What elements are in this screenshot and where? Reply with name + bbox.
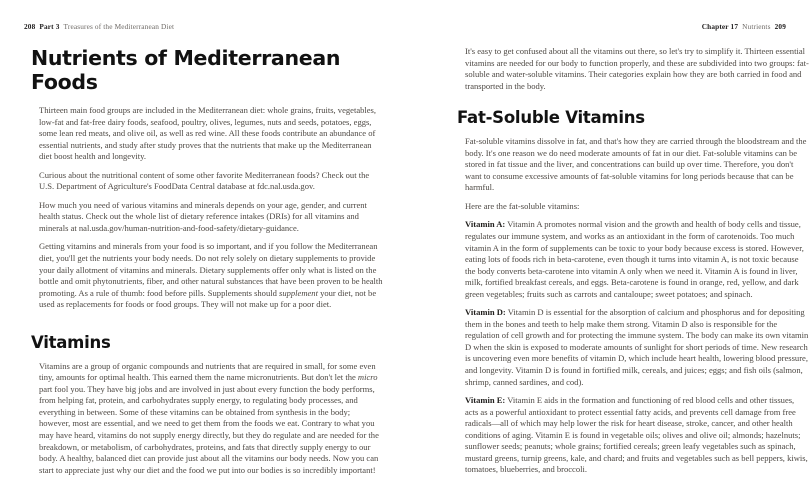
right-column: [457, 46, 809, 476]
paragraph-vitamin-a: [457, 219, 809, 300]
running-head-left: [24, 22, 174, 32]
paragraph-vitamin-d-text: Vitamin D is essential for the absorption of calcium and phosphorus and for depositing them in the bones and teeth to help make them strong. Vitamin D also is responsible for the regulation of cell growth and for protecting the immune system. The body can make its own vitamin D when the skin is exposed to moderate amounts of sunlight for short periods of time. New research is uncovering even more benefits of vitamin D, which include heart health, lowering blood pressure, and longevity. Vitamin D is found in fortified milk, cereals, and juices; eggs; and fish oils (salmon, shrimp, canned sardines, and cod).: [465, 307, 809, 387]
paragraph-vitamin-a-text: Vitamin A promotes normal vision and the growth and health of body cells and tissue, regulates our immune system, and works as an antioxidant in the form of carotenoids. Too much vitamin A in the form of supplements can be toxic to your body because excess is stored. However, eating lots of foods rich in beta-carotene, even though it turns into vitamin A, is not toxic because the body converts beta-carotene into vitamin A only when we need it. Vitamin A is found in liver, milk, fortified breakfast cereals, and eggs. Beta-carotene is found in orange, red, yellow, and dark green vegetables; fruits such as carrots and cantaloupe; sweet potatoes; and spinach.: [465, 219, 804, 299]
paragraph-vitamin-d: [457, 307, 809, 388]
paragraph-supplements-part-b: your diet, not be used as replacements for foods or food groups. They will not make up for a poor diet.: [39, 287, 377, 310]
paragraph-supplements-part-a: Getting vitamins and minerals from your food is so important, and if you follow the Mediterranean diet, you'll get the nutrients your body needs. Do not rely solely on dietary supplements to provide your daily allotment of vitamins and minerals. Dietary supplements offer only what is listed on the bottle and omit phytonutrients, fiber, and other natural substances that have been proven to be health promoting. As a rule of thumb: food before pills. Supplements should: [39, 241, 383, 298]
running-head-right-title: Nutrients: [742, 22, 771, 31]
paragraph-vitamins-part-b: part fool you. They have big jobs and are involved in just about every function the body performs, from helping fat, protein, and carbohydrates supply energy, to regulating body processes, and everything in between. Some of these vitamins can be obtained from synthesis in the body; however, most are essential, and we need to get them from the foods we eat. Contrary to what you may have heard, vitamins do not supply energy directly, but they do regulate and are needed for the breakdown, or metabolism, of carbohydrates, proteins, and fats that directly supply energy to our body. A healthy, balanced diet can provide just about all the vitamins our body needs. Now you can start to appreciate just why our diet and the food we put into our bodies is so incredibly important!: [39, 383, 379, 475]
emphasis-supplement: supplement: [279, 287, 318, 298]
paragraph-fat-soluble-intro: Fat-soluble vitamins dissolve in fat, and that's how they are carried through the bloodstream and the body. It's one reason we do need moderate amounts of fat in our diet. Fat-soluble vitamins can be stored in fat tissue and the liver, and concentrations can build up over time. Therefore, you don't want to consume excessive amounts of fat-soluble vitamins for long periods because that can be harmful.: [465, 136, 807, 193]
section-heading-fat-soluble-vitamins: Fat-Soluble Vitamins: [457, 108, 645, 128]
section-spacer: [31, 318, 383, 333]
page-title: Nutrients of Mediterranean Foods: [31, 46, 341, 94]
running-head-left-title: Treasures of the Mediterranean Diet: [63, 22, 175, 31]
paragraph-vitamins-overview: [31, 361, 383, 476]
left-column: [31, 46, 383, 476]
paragraph-thirteen-vitamins: It's easy to get confused about all the vitamins out there, so let's try to simplify it. Thirteen essential vitamins are needed for our body to function properly, and these are subdivided into two groups: fat-soluble and water-soluble vitamins. Their categories explain how they are both carried in food and transported in the body.: [465, 46, 809, 91]
run-in-label-vitamin-a: Vitamin A:: [465, 219, 506, 230]
paragraph-vitamin-e: [457, 395, 809, 476]
folio-right: 209: [774, 22, 786, 31]
paragraph-usda-fooddata: Curious about the nutritional content of some other favorite Mediterranean foods? Check out the U.S. Department of Agriculture's FoodData Central database at fdc.nal.usda.gov.: [39, 169, 370, 192]
run-in-label-vitamin-d: Vitamin D:: [465, 307, 506, 318]
running-head-right: [702, 22, 786, 32]
running-head-right-chapter: Chapter 17: [701, 22, 739, 31]
folio-left: 208: [24, 22, 36, 31]
paragraph-food-groups: Thirteen main food groups are included in the Mediterranean diet: whole grains, fruits, vegetables, low-fat and fat-free dairy foods, seafood, poultry, olives, legumes, nuts and seeds, potatoes, eggs, some lean red meats, and olive oil, as well as red wine. All these foods contribute an abundance of essential nutrients, and study after study proves that the nutrients that make up the Mediterranean diet boost health and longevity.: [39, 105, 377, 162]
section-spacer-right: [457, 99, 809, 108]
paragraph-vitamin-e-text: Vitamin E aids in the formation and functioning of red blood cells and other tissues, acts as a powerful antioxidant to protect essential fatty acids, and prevents cell damage from free radicals—all of which may help lower the risk for heart disease, stroke, cancer, and other health conditions of aging. Vitamin E is found in vegetable oils; olives and olive oil; almonds; hazelnuts; sunflower seeds; peanuts; whole grains; fortified cereals; green leafy vegetables such as spinach, mustard greens, turnip greens, kale, and chard; and fruits and vegetables such as bell peppers, kiwis, tomatoes, blueberries, and broccoli.: [465, 395, 808, 475]
paragraph-supplements: [31, 241, 383, 310]
paragraph-vitamins-part-a: Vitamins are a group of organic compounds and nutrients that are required in small, for some even tiny, amounts for optimal health. This earned them the name micronutrients. But don't let the: [39, 360, 376, 383]
section-heading-vitamins: Vitamins: [31, 332, 111, 352]
run-in-label-vitamin-e: Vitamin E:: [465, 395, 506, 406]
paragraph-lead-in: Here are the fat-soluble vitamins:: [465, 200, 580, 211]
emphasis-micro: micro: [357, 372, 378, 383]
running-head-left-part: Part 3: [39, 22, 60, 31]
paragraph-dri-reference: How much you need of various vitamins and minerals depends on your age, gender, and current health status. Check out the whole list of dietary reference intakes (DRIs) for all vitamins and minerals at nal.usda.gov/human-nutrition-and-food-safety/dietary-guidance.: [39, 199, 367, 233]
